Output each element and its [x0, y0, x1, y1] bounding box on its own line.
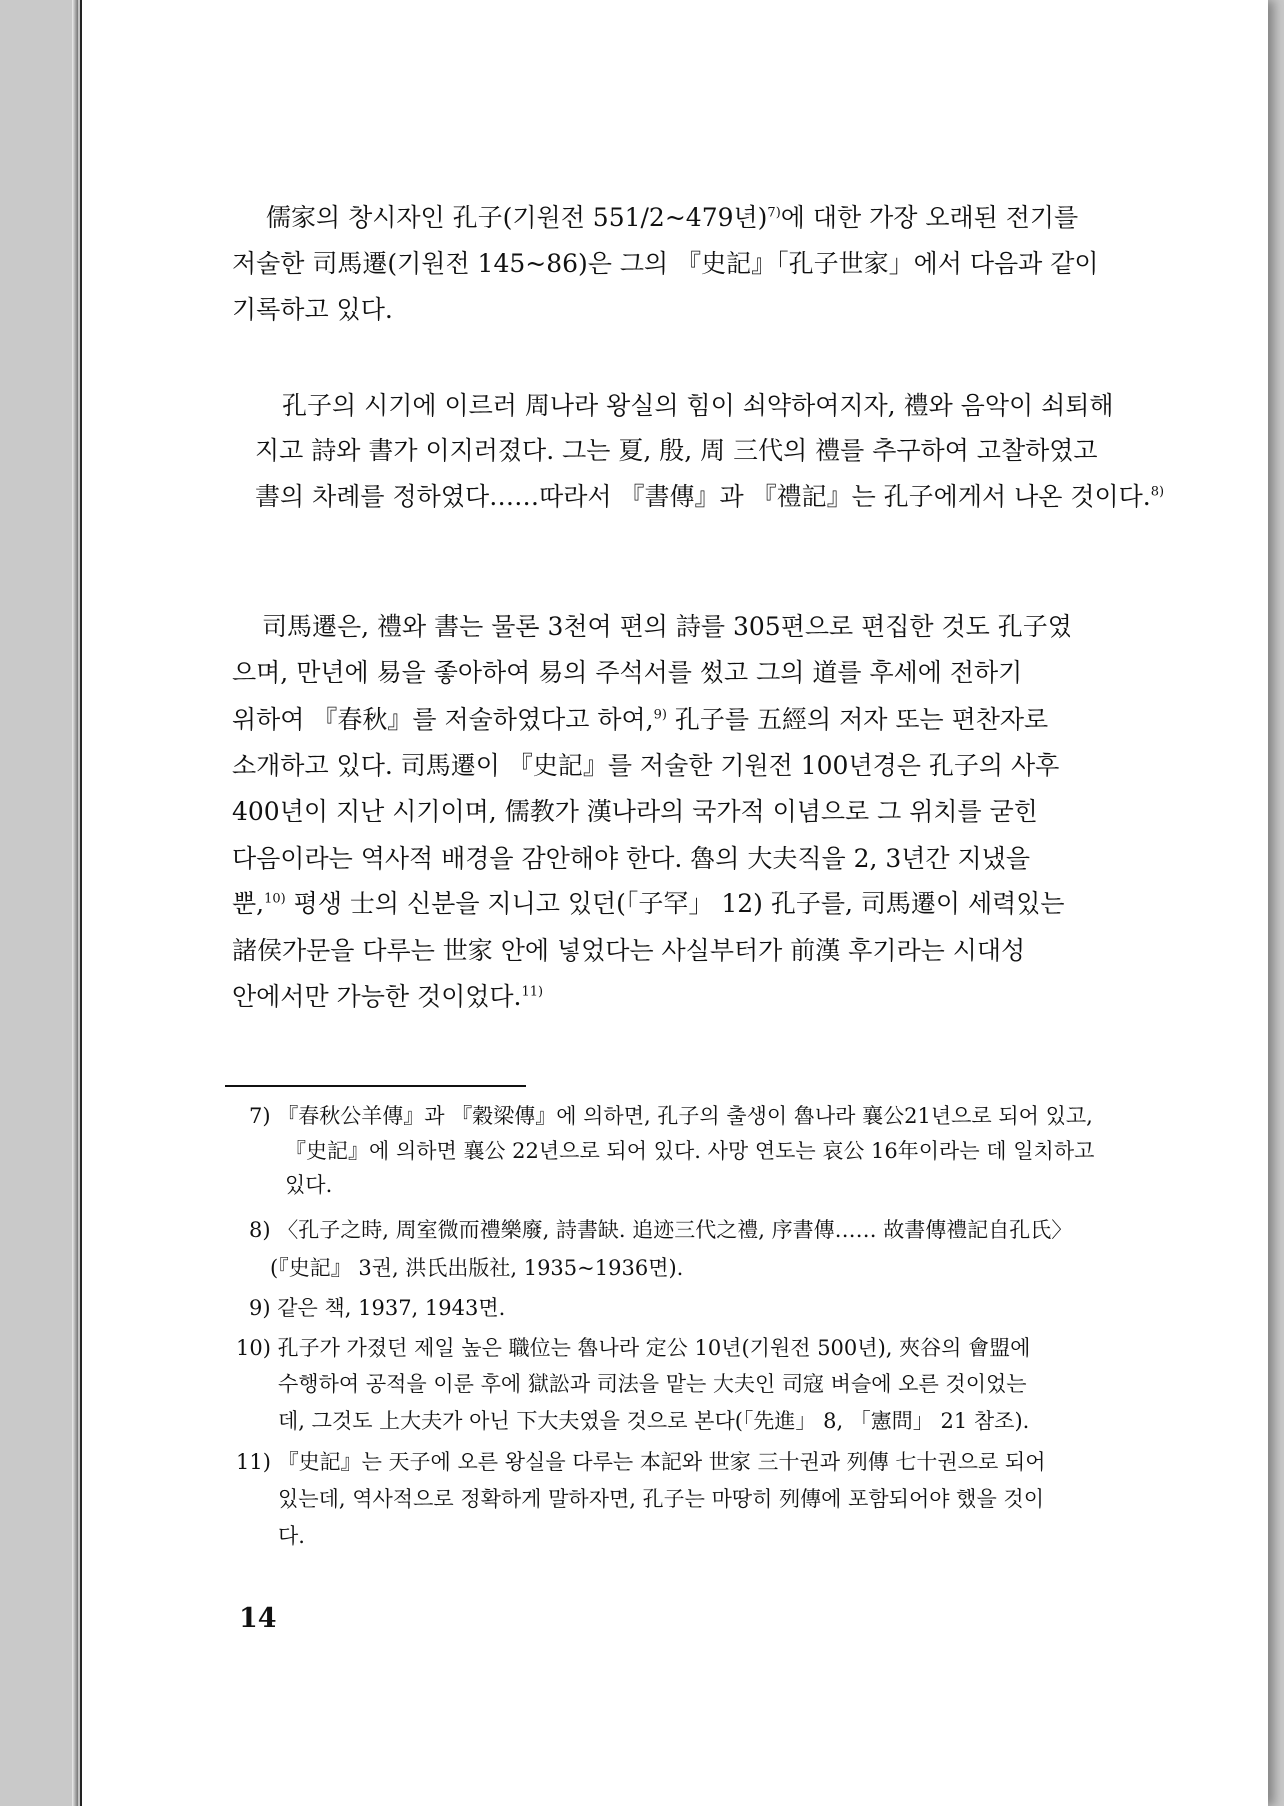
- footnote-10-line1: 10) 孔子가 가졌던 제일 높은 職位는 魯나라 定公 10년(기원전 500년), 夾谷의 會盟에: [236, 1336, 1031, 1360]
- footnote-7-line3: 있다.: [285, 1173, 333, 1197]
- paragraph2-line7: 뿐,$^{10)}$ 평생 士의 신분을 지니고 있던(「子罕」 12) 孔子를, 司馬遷이 세력있는: [232, 889, 1065, 918]
- paragraph1-line1: 儒家의 창시자인 孔子(기원전 551/2~479년)$^{7)}$에 대한 가장 오래된 전기를: [266, 203, 1079, 232]
- footnote-10-line3: 데, 그것도 上大夫가 아닌 下大夫였을 것으로 본다(「先進」 8, 「憲問」 21 참조).: [278, 1409, 1030, 1433]
- footnote-8-line2: (『史記』 3권, 洪氏出版社, 1935~1936면).: [270, 1256, 684, 1280]
- footnote-divider: [225, 1085, 526, 1087]
- footnote-ref-7[interactable]: 7): [767, 205, 781, 221]
- footnote-11-line3: 다.: [278, 1524, 305, 1548]
- page-left-edge: [72, 0, 78, 1806]
- quote-line1: 孔子의 시기에 이르러 周나라 왕실의 힘이 쇠약하여지자, 禮와 음악이 쇠퇴해: [282, 391, 1114, 420]
- paragraph2-line5: 400년이 지난 시기이며, 儒教가 漢나라의 국가적 이념으로 그 위치를 굳힌: [232, 797, 1038, 826]
- footnote-10-line2: 수행하여 공적을 이룬 후에 獄訟과 司法을 맡는 大夫인 司寇 벼슬에 오른 것이었는: [278, 1372, 1027, 1396]
- footnote-7-line2: 『史記』에 의하면 襄公 22년으로 되어 있다. 사망 연도는 哀公 16年이라는 데 일치하고: [285, 1139, 1095, 1163]
- paragraph1-line2: 저술한 司馬遷(기원전 145~86)은 그의 『史記』「孔子世家」에서 다음과 같이: [232, 249, 1099, 278]
- paragraph2-line3: 위하여 『春秋』를 저술하였다고 하여,$^{9)}$ 孔子를 五經의 저자 또는 편찬자로: [232, 705, 1049, 734]
- quote-line3: 書의 차례를 정하였다……따라서 『書傳』과 『禮記』는 孔子에게서 나온 것이다.$^{8)}$: [255, 482, 1165, 511]
- paragraph2-line1: 司馬遷은, 禮와 書는 물론 3천여 편의 詩를 305편으로 편집한 것도 孔子였: [262, 612, 1072, 641]
- footnote-8-line1: 8) 〈孔子之時, 周室微而禮樂廢, 詩書缺. 追迹三代之禮, 序書傳…… 故書傳禮記自孔氏〉: [249, 1218, 1073, 1242]
- footnote-ref-9[interactable]: 9): [653, 707, 667, 723]
- page-number: 14: [239, 1603, 277, 1634]
- footnote-ref-10[interactable]: 10): [264, 891, 286, 907]
- paragraph2-line6: 다음이라는 역사적 배경을 감안해야 한다. 魯의 大夫직을 2, 3년간 지냈을: [232, 844, 1030, 873]
- paragraph2-line2: 으며, 만년에 易을 좋아하여 易의 주석서를 썼고 그의 道를 후세에 전하기: [232, 658, 1023, 687]
- footnote-ref-8[interactable]: 8): [1150, 484, 1165, 500]
- footnote-11-line2: 있는데, 역사적으로 정확하게 말하자면, 孔子는 마땅히 列傳에 포함되어야 했을 것이: [278, 1487, 1045, 1511]
- footnote-9: 9) 같은 책, 1937, 1943면.: [249, 1296, 506, 1320]
- paragraph2-line8: 諸侯가문을 다루는 世家 안에 넣었다는 사실부터가 前漢 후기라는 시대성: [232, 936, 1026, 965]
- paragraph2-line9: 안에서만 가능한 것이었다.$^{11)}$: [232, 982, 544, 1011]
- footnote-ref-11[interactable]: 11): [521, 984, 544, 1000]
- paragraph2-line4: 소개하고 있다. 司馬遷이 『史記』를 저술한 기원전 100년경은 孔子의 사후: [232, 751, 1060, 780]
- footnote-11-line1: 11) 『史記』는 天子에 오른 왕실을 다루는 本記와 世家 三十권과 列傳 七十권으로 되어: [236, 1450, 1046, 1474]
- footnote-7-line1: 7) 『春秋公羊傳』과 『穀梁傳』에 의하면, 孔子의 출생이 魯나라 襄公21년으로 되어 있고,: [249, 1104, 1093, 1128]
- quote-line2: 지고 詩와 書가 이지러졌다. 그는 夏, 殷, 周 三代의 禮를 추구하여 고찰하였고: [255, 436, 1098, 465]
- paragraph1-line3: 기록하고 있다.: [232, 295, 393, 324]
